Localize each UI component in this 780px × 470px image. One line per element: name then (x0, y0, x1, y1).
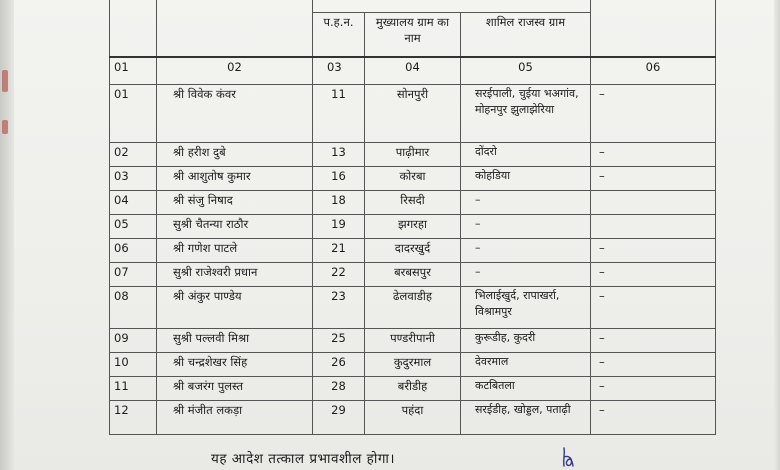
table-row (110, 214, 716, 238)
row-villages: – (461, 190, 591, 214)
table-row (110, 238, 716, 262)
row-remark: – (591, 84, 716, 142)
row-pahn: 28 (313, 376, 365, 400)
table-row (110, 84, 716, 142)
row-pahn: 29 (313, 400, 365, 434)
row-name: सुश्री राजेश्वरी प्रधान (157, 262, 313, 286)
row-remark: – (591, 376, 716, 400)
row-hq: कुदुरमाल (365, 352, 461, 376)
row-villages: – (461, 238, 591, 262)
row-sno: 09 (110, 328, 157, 352)
header-mool-prabhar (313, 0, 591, 13)
row-pahn: 22 (313, 262, 365, 286)
index-cell: 03 (313, 57, 365, 85)
row-remark: – (591, 400, 716, 434)
row-sno: 10 (110, 352, 157, 376)
row-hq: पण्डरीपानी (365, 328, 461, 352)
index-cell: 04 (365, 57, 461, 85)
row-sno: 03 (110, 166, 157, 190)
column-index-row (110, 57, 716, 85)
row-hq: सोनपुरी (365, 84, 461, 142)
row-remark (591, 214, 716, 238)
row-name: सुश्री पल्लवी मिश्रा (157, 328, 313, 352)
row-villages: – (461, 262, 591, 286)
edge-mark (2, 120, 8, 134)
row-hq: कोरबा (365, 166, 461, 190)
row-remark (591, 190, 716, 214)
table-row (110, 286, 716, 328)
edge-mark (2, 70, 8, 92)
row-pahn: 19 (313, 214, 365, 238)
row-villages: – (461, 214, 591, 238)
index-cell: 01 (110, 57, 157, 85)
row-name: श्री मंजीत लकड़ा (157, 400, 313, 434)
table-row (110, 376, 716, 400)
table-row (110, 166, 716, 190)
row-villages: कोहडिया (461, 166, 591, 190)
index-cell: 02 (157, 57, 313, 85)
header-row-1 (110, 0, 716, 13)
row-pahn: 23 (313, 286, 365, 328)
row-villages: सरईडीह, खोड्डल, पताढ़ी (461, 400, 591, 434)
page-edge-right (774, 0, 780, 470)
row-villages: देवरमाल (461, 352, 591, 376)
header-name (157, 0, 313, 57)
row-name: श्री अंकुर पाण्डेय (157, 286, 313, 328)
index-cell: 05 (461, 57, 591, 85)
row-name: श्री हरीश दुबे (157, 142, 313, 166)
row-name: श्री संजु निषाद (157, 190, 313, 214)
table-row (110, 142, 716, 166)
row-hq: बरबसपुर (365, 262, 461, 286)
row-name: श्री बजरंग पुलस्त (157, 376, 313, 400)
row-hq: झगरहा (365, 214, 461, 238)
signature-mark (561, 446, 575, 468)
row-sno: 08 (110, 286, 157, 328)
table-row (110, 262, 716, 286)
row-remark: – (591, 166, 716, 190)
row-remark: – (591, 328, 716, 352)
row-remark: – (591, 352, 716, 376)
header-mukhyalaya: मुख्यालय ग्राम का नाम (365, 13, 461, 57)
row-sno: 05 (110, 214, 157, 238)
row-hq: बरीडीह (365, 376, 461, 400)
header-pahn: प.ह.न. (313, 13, 365, 57)
row-villages: सरईपाली, चुईया भअगांव, मोहनपुर झुलाझेरिया (461, 84, 591, 142)
row-villages: भिलाईखुर्द, रापाखर्रा, विश्रामपुर (461, 286, 591, 328)
table-row (110, 352, 716, 376)
row-hq: रिसदी (365, 190, 461, 214)
row-sno: 02 (110, 142, 157, 166)
row-sno: 01 (110, 84, 157, 142)
table-row (110, 190, 716, 214)
row-remark: – (591, 262, 716, 286)
row-sno: 04 (110, 190, 157, 214)
row-pahn: 25 (313, 328, 365, 352)
row-sno: 11 (110, 376, 157, 400)
row-name: श्री आशुतोष कुमार (157, 166, 313, 190)
row-pahn: 21 (313, 238, 365, 262)
row-name: श्री चन्द्रशेखर सिंह (157, 352, 313, 376)
order-footer-text: यह आदेश तत्काल प्रभावशील होगा। (211, 451, 396, 467)
row-remark: – (591, 142, 716, 166)
row-hq: पहंदा (365, 400, 461, 434)
header-sno (110, 0, 157, 57)
row-villages: कुरूडीह, कुदरी (461, 328, 591, 352)
row-remark: – (591, 238, 716, 262)
row-name: श्री विवेक कंवर (157, 84, 313, 142)
patwari-table (109, 0, 716, 435)
row-pahn: 13 (313, 142, 365, 166)
row-hq: दादरखुर्द (365, 238, 461, 262)
row-sno: 07 (110, 262, 157, 286)
row-villages: दोंदरो (461, 142, 591, 166)
row-name: सुश्री चैतन्या राठौर (157, 214, 313, 238)
row-remark: – (591, 286, 716, 328)
header-shamil: शामिल राजस्व ग्राम (461, 13, 591, 57)
table-row (110, 328, 716, 352)
row-hq: पाढ़ीमार (365, 142, 461, 166)
row-pahn: 26 (313, 352, 365, 376)
table-row (110, 400, 716, 434)
index-cell: 06 (591, 57, 716, 85)
row-pahn: 11 (313, 84, 365, 142)
row-pahn: 18 (313, 190, 365, 214)
row-sno: 06 (110, 238, 157, 262)
row-hq: ढेलवाडीह (365, 286, 461, 328)
row-pahn: 16 (313, 166, 365, 190)
row-villages: कटबितला (461, 376, 591, 400)
row-sno: 12 (110, 400, 157, 434)
header-remark (591, 0, 716, 57)
row-name: श्री गणेश पाटले (157, 238, 313, 262)
page-edge-left (0, 0, 14, 470)
